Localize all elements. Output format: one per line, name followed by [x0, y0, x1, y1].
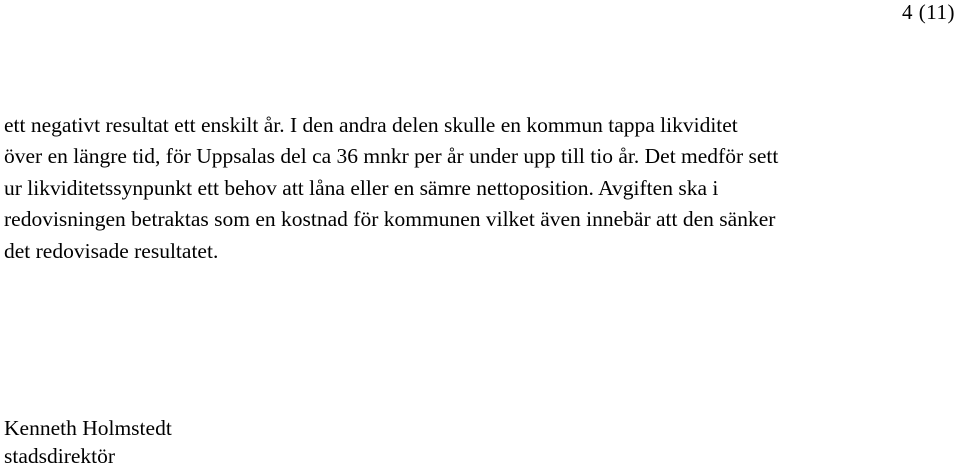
- signatory-title: stadsdirektör: [4, 444, 116, 468]
- body-paragraph: [4, 110, 959, 267]
- paragraph-line: det redovisade resultatet.: [4, 238, 219, 263]
- signature-block: [4, 414, 172, 470]
- paragraph-line: över en längre tid, för Uppsalas del ca 36 mnkr per år under upp till tio år. Det medför sett: [4, 144, 779, 169]
- page-number: 4 (11): [902, 0, 955, 24]
- signatory-name: Kenneth Holmstedt: [4, 416, 172, 440]
- paragraph-line: ur likviditetssynpunkt ett behov att låna eller en sämre nettoposition. Avgiften ska i: [4, 175, 719, 200]
- paragraph-line: ett negativt resultat ett enskilt år. I den andra delen skulle en kommun tappa likviditet: [4, 113, 738, 137]
- paragraph-line: redovisningen betraktas som en kostnad för kommunen vilket även innebär att den sänker: [4, 207, 776, 232]
